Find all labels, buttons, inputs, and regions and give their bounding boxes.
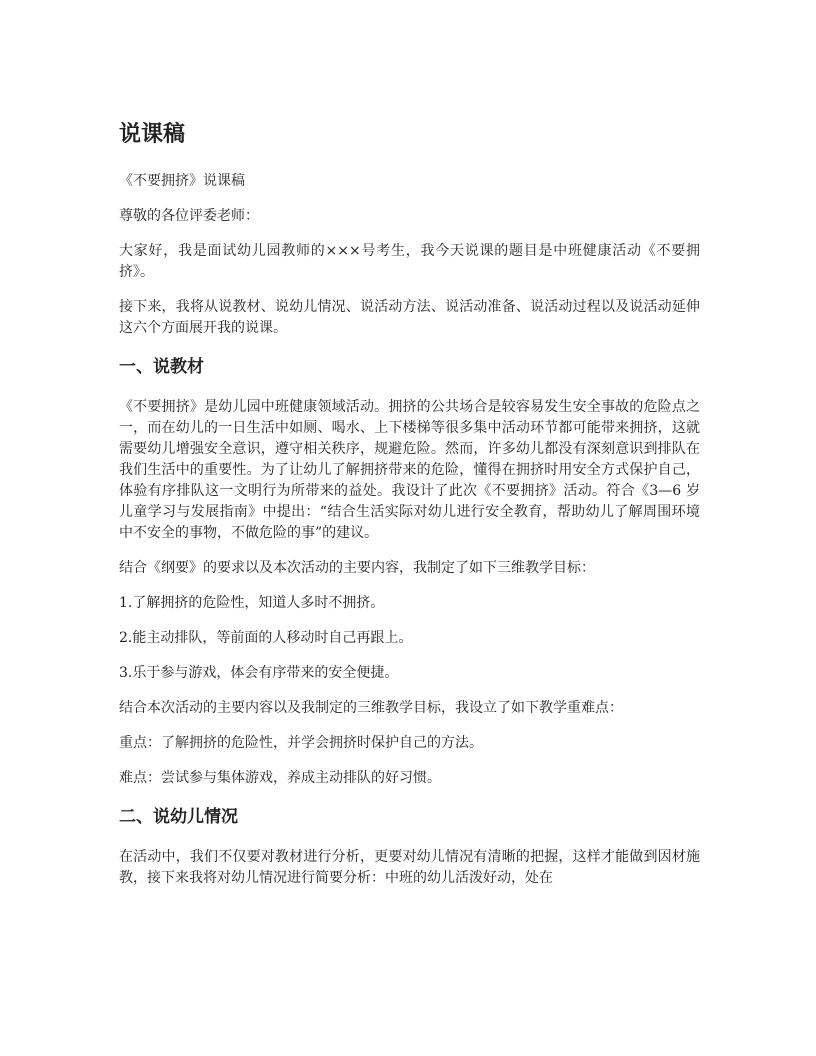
section-heading-materials: 一、说教材: [119, 357, 204, 377]
document-page: [119, 118, 700, 903]
goal-item-1: 1.了解拥挤的危险性，知道人多时不拥挤。: [119, 595, 385, 611]
key-point: 重点：了解拥挤的危险性，并学会拥挤时保护自己的方法。: [119, 735, 483, 751]
difficult-point: 难点：尝试参与集体游戏，养成主动排队的好习惯。: [119, 770, 441, 786]
greeting: 尊敬的各位评委老师：: [119, 208, 259, 224]
intro-paragraph: 大家好，我是面试幼儿园教师的×××号考生，我今天说课的题目是中班健康活动《不要拥挤》。: [119, 243, 700, 280]
lesson-subtitle: 《不要拥挤》说课稿: [119, 173, 245, 189]
materials-paragraph: 《不要拥挤》是幼儿园中班健康领域活动。拥挤的公共场合是较容易发生安全事故的危险点之一，而在幼儿的一日生活中如厕、喝水、上下楼梯等很多集中活动环节都可能带来拥挤，这就需要幼儿增强安全意识，遵守相关秩序，规避危险。然而，许多幼儿都没有深刻意识到排队在我们生活中的重要性。为了让幼儿了解拥挤带来的危险，懂得在拥挤时用安全方式保护自己，体验有序排队这一文明行为所带来的益处。我设计了此次《不要拥挤》活动。符合《3—6 岁儿童学习与发展指南》中提出：“结合生活实际对幼儿进行安全教育，帮助幼儿了解周围环境中不安全的事物，不做危险的事”的建议。: [119, 399, 700, 541]
goal-item-2: 2.能主动排队，等前面的人移动时自己再跟上。: [119, 630, 413, 646]
key-points-intro: 结合本次活动的主要内容以及我制定的三维教学目标，我设立了如下教学重难点：: [119, 700, 623, 716]
outline-paragraph: 接下来，我将从说教材、说幼儿情况、说活动方法、说活动准备、说活动过程以及说活动延伸这六个方面展开我的说课。: [119, 299, 700, 336]
children-paragraph: 在活动中，我们不仅要对教材进行分析，更要对幼儿情况有清晰的把握，这样才能做到因材施教，接下来我将对幼儿情况进行简要分析：中班的幼儿活泼好动，处在: [119, 849, 700, 886]
section-heading-children: 二、说幼儿情况: [119, 807, 238, 827]
goal-item-3: 3.乐于参与游戏，体会有序带来的安全便捷。: [119, 665, 399, 681]
document-title: 说课稿: [119, 122, 186, 147]
goals-intro: 结合《纲要》的要求以及本次活动的主要内容，我制定了如下三维教学目标：: [119, 560, 595, 576]
